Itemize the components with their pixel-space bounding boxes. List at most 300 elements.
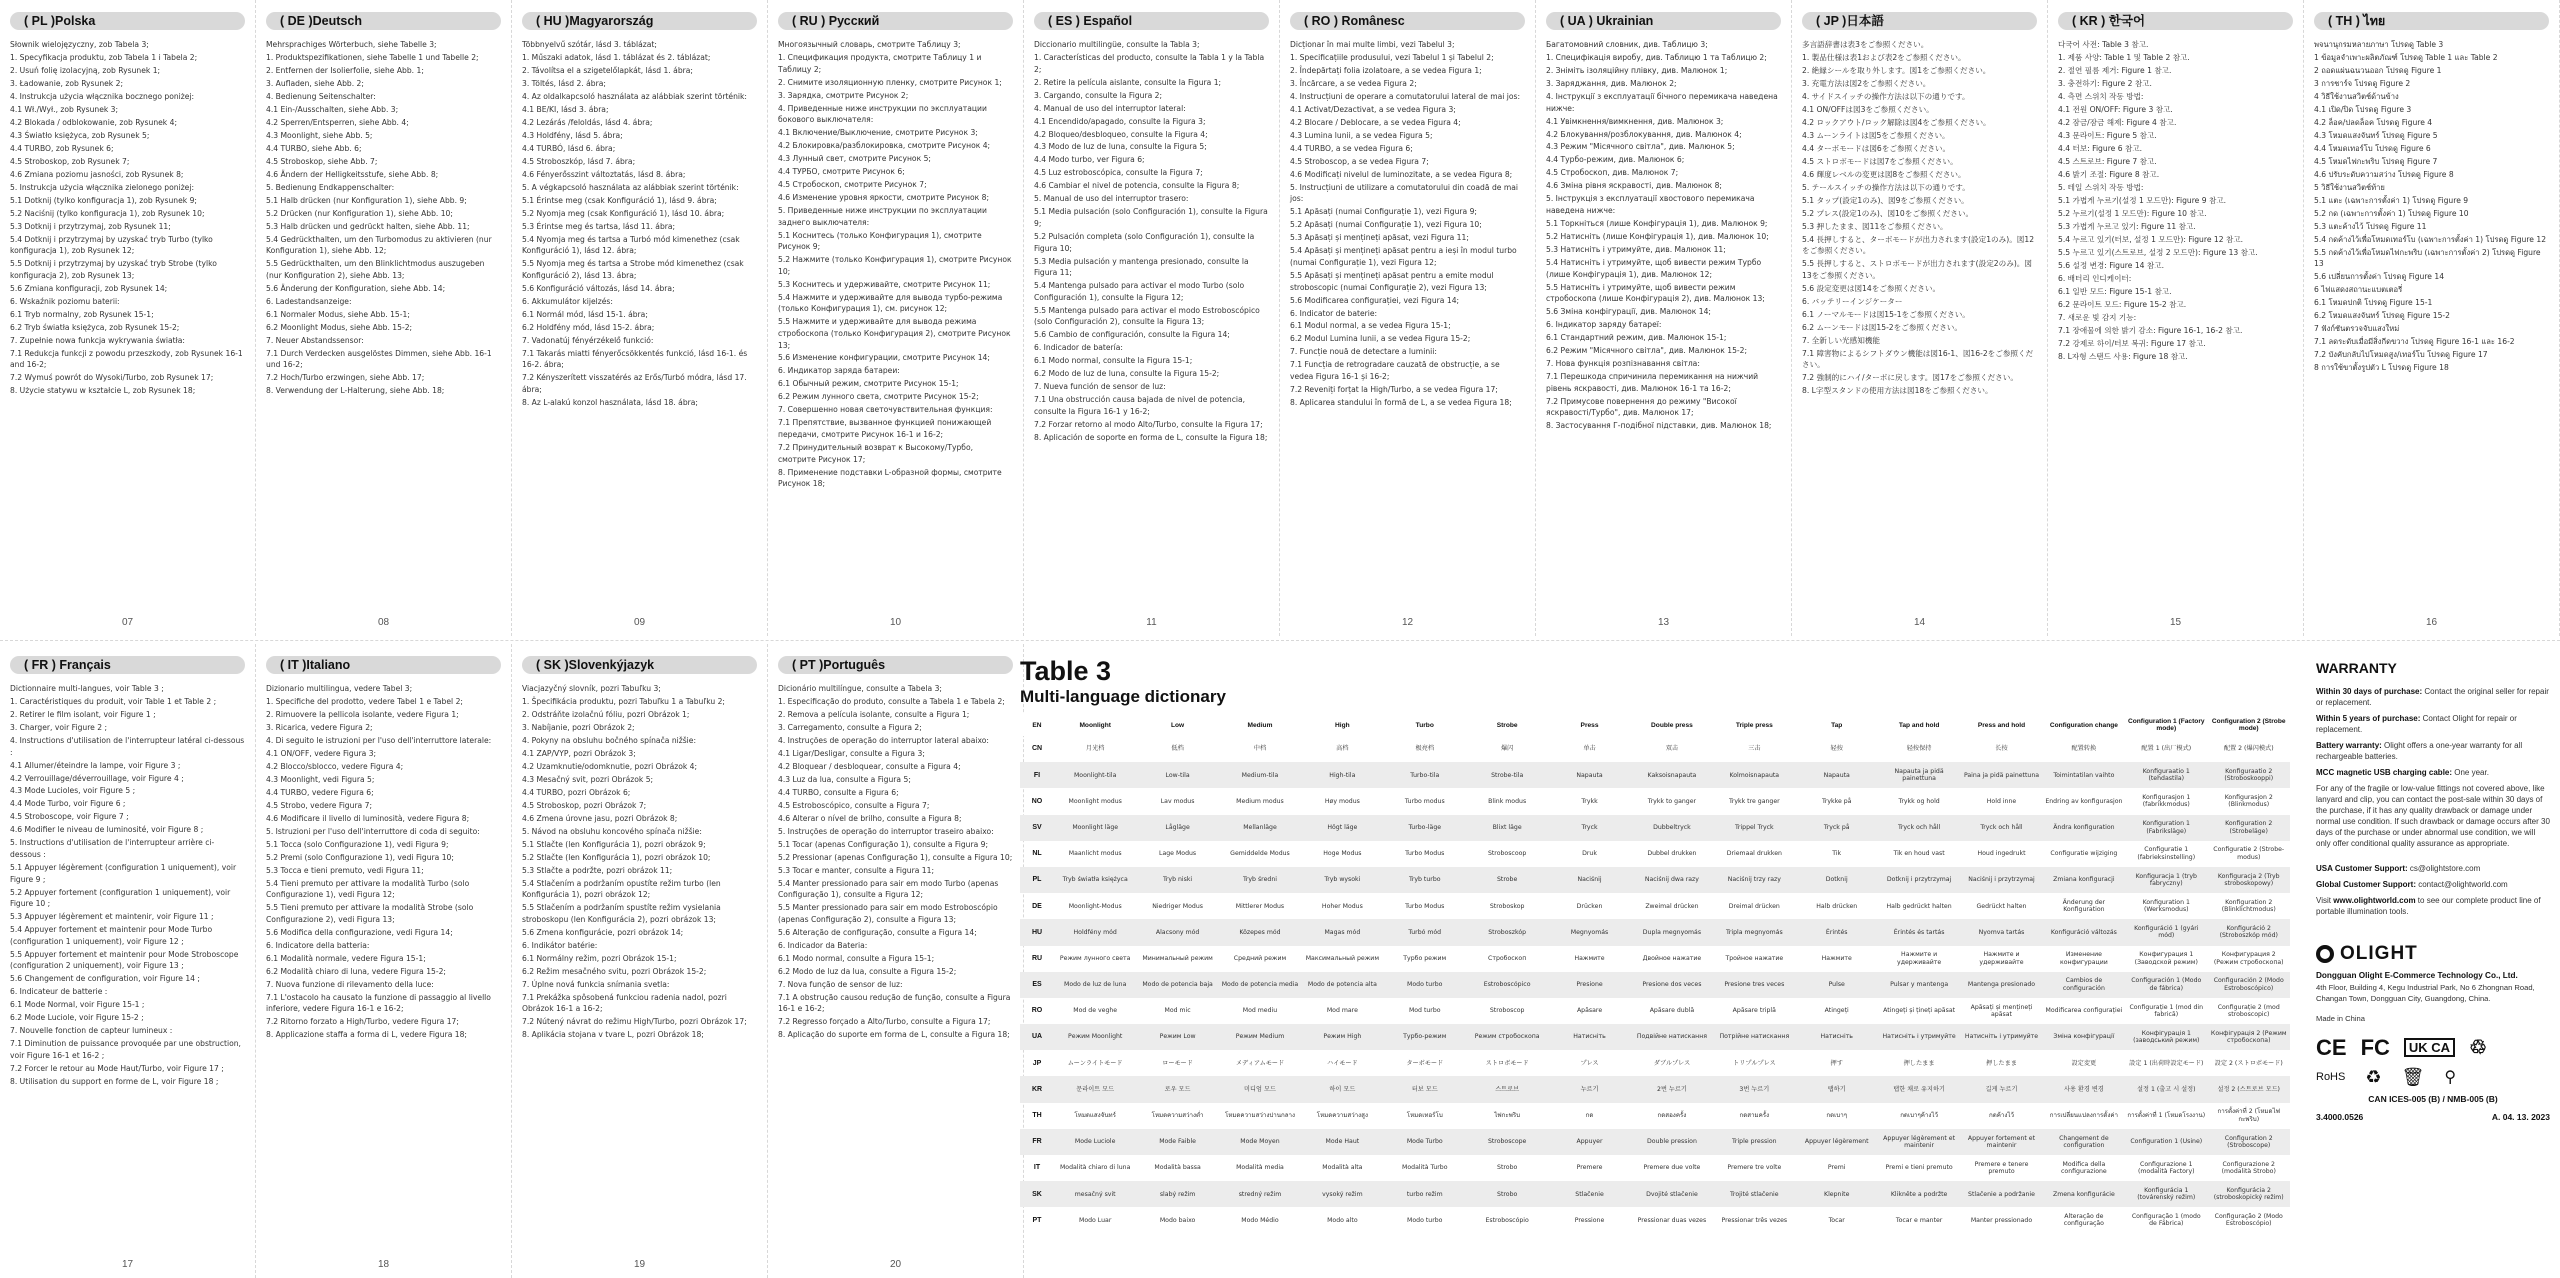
table-cell: Konfigurácia 1 (továrenský režim)	[2125, 1181, 2207, 1207]
table-cell: Trykk to ganger	[1647, 797, 1697, 805]
table-cell: Tryb średni	[1219, 867, 1301, 893]
table-cell: Tryb światła księżyca	[1054, 867, 1136, 893]
instruction-line: 5.2 Apăsați (numai Configurație 1), vezi Figura 10;	[1290, 220, 1482, 230]
instruction-line: 5.1 タップ(設定1のみ)、図9をご参照ください。	[1802, 195, 1969, 205]
page-number: 14	[1913, 617, 1926, 628]
panel-title: ( RU ) Русский	[778, 12, 1013, 30]
instruction-line: 4.1 Wł./Wył., zob Rysunek 3;	[10, 104, 119, 114]
instruction-line: 8. L자형 스탠드 사용: Figure 18 참고.	[2058, 351, 2188, 361]
instruction-line: 4.4 โหมดเทอร์โบ โปรดดู Figure 6	[2314, 143, 2431, 153]
instruction-line: 5.3 Appuyer légèrement et maintenir, voir Figure 11 ;	[10, 912, 214, 922]
instruction-line: 4. Інструкції з експлуатації бічного перемикача наведена нижче:	[1546, 91, 1778, 113]
instruction-line: 4.6 Alterar o nível de brilho, consulte a Figura 8;	[778, 813, 962, 823]
warranty-section	[2304, 644, 2560, 1278]
table-cell: Apăsați și mențineți apăsat	[1970, 1003, 2033, 1018]
table-cell: Mittlerer Modus	[1235, 902, 1285, 910]
table-cell: Konfiguration 2 (Blinklichtmodus)	[2221, 898, 2276, 914]
instruction-line: 6 ไฟแสดงสถานะแบตเตอรี่	[2314, 285, 2403, 295]
table-cell: Configuratie wijziging	[2050, 850, 2118, 858]
table-cell: Modo de potencia baja	[1136, 972, 1218, 998]
table-cell: 設定 2 (ストロボモード)	[2214, 1059, 2283, 1067]
instruction-line: 6.2 Modo de luz de luna, consulte la Figura 15-2;	[1034, 369, 1220, 379]
instruction-line: 5.2 Naciśnij (tylko konfiguracja 1), zob Rysunek 10;	[10, 208, 205, 218]
instruction-line: 2. 절연 필름 제거: Figure 1 참고.	[2058, 65, 2172, 75]
table-cell: Режим Medium	[1219, 1024, 1301, 1050]
version-date: A. 04. 13. 2023	[2491, 1111, 2550, 1122]
instruction-line: 5.1 Halb drücken (nur Konfiguration 1), siehe Abb. 9;	[266, 195, 467, 205]
instruction-line: 3. Ricarica, vedere Figura 2;	[266, 722, 373, 732]
table-cell: Configurazione 2 (modalità Strobo)	[2221, 1160, 2276, 1176]
instruction-line: 4.4 TURBO, a se vedea Figura 6;	[1290, 143, 1413, 153]
table-cell: Configurazione 1 (modalità Factory)	[2137, 1160, 2195, 1176]
table-cell: Triple pression	[1713, 1129, 1795, 1155]
instruction-line: 3. Ładowanie, zob Rysunek 2;	[10, 78, 124, 88]
table-cell: Änderung der Konfiguration	[2062, 898, 2106, 914]
instruction-line: 6.2 Режим лунного света, смотрите Рисунок 15-2;	[778, 392, 979, 402]
instruction-line: 5.5 Stlačením a podržaním spustíte režim vysielania stroboskopu (len Konfigurácia 2), pozri obrázok 13;	[522, 903, 721, 924]
table-cell: Тройное нажатие	[1725, 954, 1784, 962]
instruction-line: 5.3 Apăsați și mențineți apăsat, vezi Figura 11;	[1290, 233, 1469, 243]
table-cell: Strobe	[1466, 867, 1548, 893]
instruction-line: 4.5 Stroboszkóp, lásd 7. ábra;	[522, 156, 636, 166]
instruction-line: 1 ข้อมูลจำเพาะผลิตภัณฑ์ โปรดดู Table 1 และ Table 2	[2314, 52, 2498, 62]
table-cell: Натисніть і утримуйте	[1960, 1024, 2042, 1050]
instruction-line: 4.3 Mode Lucioles, voir Figure 5 ;	[10, 786, 136, 796]
instruction-line: 4.3 Mesačný svit, pozri Obrázok 5;	[522, 774, 654, 784]
instruction-line: 6.1 Modo normal, consulte la Figura 15-1;	[1034, 356, 1193, 366]
language-panel	[768, 0, 1024, 636]
table-cell: Tripla megnyomás	[1713, 919, 1795, 945]
instruction-line: 4.3 โหมดแสงจันทร์ โปรดดู Figure 5	[2314, 130, 2438, 140]
table-row	[1020, 762, 2290, 788]
olight-logo: OLIGHT	[2316, 943, 2550, 965]
instruction-line: 7.1 L'ostacolo ha causato la funzione di passaggio al livello inferiore, vedere Figura 16-1 e 16-2;	[266, 992, 491, 1014]
instruction-line: 7.1 장애물에 의한 밝기 감소: Figure 16-1, 16-2 참고.	[2058, 325, 2243, 335]
instruction-line: 5.5 Tieni premuto per attivare la modalità Strobe (solo Configurazione 2), vedi Figura 13;	[266, 903, 474, 924]
panel-title: ( SK )Slovenkýjazyk	[522, 656, 757, 674]
instruction-line: 1. 제품 사양: Table 1 및 Table 2 참고.	[2058, 52, 2190, 62]
instruction-line: Dicționar în mai multe limbi, vezi Tabelul 3;	[1290, 40, 1455, 49]
instruction-line: 6.2 Modul Lumina lunii, a se vedea Figura 15-2;	[1290, 334, 1471, 344]
table-cell: Режим стробоскопа	[1466, 1024, 1548, 1050]
instruction-line: 5.2 Pulsación completa (solo Configuración 1), consulte la Figura 10;	[1034, 231, 1255, 253]
table-cell: Configurație 2 (mod stroboscopic)	[2217, 1003, 2280, 1018]
instruction-line: 4.2 Bloqueo/desbloqueo, consulte la Figura 4;	[1034, 129, 1208, 139]
table-row	[1020, 1155, 2290, 1181]
table-cell: Høy modus	[1324, 797, 1360, 805]
instruction-line: 4.3 문라이트: Figure 5 참고.	[2058, 130, 2157, 140]
language-panel	[512, 0, 768, 636]
instruction-line: 1. Műszaki adatok, lásd 1. táblázat és 2. táblázat;	[522, 52, 711, 62]
column-header: EN	[1020, 714, 1054, 736]
table-cell: Подвійне натискання	[1631, 1024, 1713, 1050]
table-cell: Halb gedrückt halten	[1886, 902, 1952, 910]
instruction-line: 1. Características del producto, consulte la Tabla 1 y la Tabla 2;	[1034, 52, 1265, 74]
table-cell: Konfiguraatio 2 (Stroboskooppi)	[2207, 762, 2290, 788]
instruction-line: 7.2 Regresso forçado a Alto/Turbo, consulte a Figura 17;	[778, 1017, 991, 1027]
table-cell: กดสามครั้ง	[1739, 1112, 1770, 1120]
table-cell: Tryck på	[1796, 815, 1878, 841]
table-cell: Premi e tieni premuto	[1885, 1164, 1953, 1172]
table-cell: Modo baixo	[1159, 1216, 1196, 1224]
instruction-line: 1. Специфікація виробу, див. Таблицю 1 та Таблицю 2;	[1546, 52, 1767, 62]
instruction-line: 5.6 Alteração de configuração, consulte a Figura 14;	[778, 927, 977, 937]
instruction-line: 5.4 Dotknij i przytrzymaj by uzyskać tryb Turbo (tylko konfiguracja 1), zob Rysunek 12;	[10, 234, 213, 256]
table-cell: Blixt läge	[1466, 815, 1548, 841]
instruction-line: 4. Bedienung Seitenschalter:	[266, 91, 376, 101]
page-number: 15	[2169, 617, 2182, 628]
table-row	[1020, 1129, 2290, 1155]
instruction-line: 5.2 Nyomja meg (csak Konfiguráció 1), lásd 10. ábra;	[522, 208, 725, 218]
language-code: CN	[1031, 745, 1043, 753]
instruction-line: 2. Odstráňte izolačnú fóliu, pozri Obrázok 1;	[522, 709, 690, 719]
table-cell: Napauta	[1548, 762, 1630, 788]
column-header: Turbo	[1384, 714, 1466, 736]
table-cell: Zweimal drücken	[1645, 902, 1699, 910]
column-header: Moonlight	[1054, 714, 1136, 736]
table-cell: โหมดความสว่างต่ำ	[1151, 1112, 1204, 1120]
instruction-line: 4.6 Ändern der Helligkeitsstufe, siehe Abb. 8;	[266, 169, 439, 179]
table-cell: 配置转换	[2071, 745, 2097, 753]
instruction-line: 4.2 Verrouillage/déverrouillage, voir Figure 4 ;	[10, 773, 184, 783]
instruction-line: 5.5 Нажмите и удерживайте для вывода режима стробоскопа (только Конфигурация 2), смотрите Рисунок 13;	[778, 317, 1011, 350]
instruction-line: 7. Nueva función de sensor de luz:	[1034, 382, 1166, 392]
table-row	[1020, 867, 2290, 893]
language-code: JP	[1032, 1059, 1042, 1067]
table-cell: Alteração de configuração	[2063, 1213, 2104, 1228]
triman-icon: ⚲	[2444, 1069, 2457, 1087]
table-cell: Driemaal drukken	[1726, 850, 1782, 858]
table-cell: 設定変更	[2071, 1059, 2097, 1067]
table-section	[1008, 644, 2300, 1278]
table-cell: Configuration 1 (Usine)	[2125, 1129, 2207, 1155]
instruction-line: 5.5 Dotknij i przytrzymaj by uzyskać tryb Strobe (tylko konfiguracja 2), zob Rysunek 13;	[10, 259, 217, 280]
table-row	[1020, 998, 2290, 1024]
ce-mark-icon: CE	[2316, 1034, 2347, 1060]
instruction-line: 4.2 ロックアウト/ロック解除は図4をご参照ください。	[1802, 117, 1991, 127]
instruction-line: 5.6 Modificarea configurației, vezi Figura 14;	[1290, 295, 1460, 305]
table-cell: Mod mic	[1164, 1007, 1191, 1015]
table-row	[1020, 815, 2290, 841]
table-cell: Maanlicht modus	[1068, 850, 1122, 858]
table-cell: Нажмите	[1574, 954, 1605, 962]
table-cell: Turbo-tila	[1384, 762, 1466, 788]
table-cell: Konfigurasjon 1 (fabrikkmodus)	[2142, 794, 2191, 809]
instruction-line: Dictionnaire multi-langues, voir Table 3 ;	[10, 684, 164, 693]
table-cell: Apăsare triplă	[1732, 1007, 1776, 1015]
instruction-line: 1. Produktspezifikationen, siehe Tabelle 1 und Tabelle 2;	[266, 52, 479, 62]
table-cell: Druk	[1582, 850, 1597, 858]
table-cell: Stroboscop	[1489, 1007, 1525, 1015]
instruction-line: 4.6 Modificați nivelul de luminozitate, a se vedea Figura 8;	[1290, 169, 1513, 179]
instruction-line: 4.6 Cambiar el nivel de potencia, consulte la Figura 8;	[1034, 181, 1240, 191]
instruction-line: 7.1 Takarás miatti fényerőcsökkentés funkció, lásd 16-1. és 16-2. ábra;	[522, 348, 748, 370]
instruction-line: 5.4 Нажмите и удерживайте для вывода турбо-режима (только Конфигурация 1), см. рисунок 12;	[778, 292, 1003, 314]
language-code: IT	[1033, 1164, 1041, 1172]
instruction-line: 5.2 Нажмите (только Конфигурация 1), смотрите Рисунок 10;	[778, 255, 1012, 276]
instruction-line: 4.3 Holdfény, lásd 5. ábra;	[522, 130, 623, 140]
table-cell: โหมดความสว่างปานกลาง	[1224, 1112, 1296, 1120]
table-cell: Configuração 1 (modo de Fábrica)	[2131, 1213, 2201, 1228]
table-cell: Gemiddelde Modus	[1230, 850, 1290, 858]
instruction-line: 5.1 Stlačte (len Konfigurácia 1), pozri obrázok 9;	[522, 839, 706, 849]
table-cell: Strobe-tila	[1466, 762, 1548, 788]
instruction-line: 5.1 Tocar (apenas Configuração 1), consulte a Figura 9;	[778, 839, 989, 849]
instruction-line: 4.4 Турбо-режим, див. Малюнок 6;	[1546, 155, 1685, 165]
table-cell: Endring av konfigurasjon	[2045, 797, 2123, 805]
made-in: Made in China	[2316, 1014, 2365, 1024]
instruction-line: 4.5 Стробоскоп, смотрите Рисунок 7;	[778, 180, 927, 190]
table-cell: กดค้างไว้	[1988, 1112, 2014, 1120]
table-cell: 로우 모드	[1136, 1076, 1218, 1102]
table-cell: slabý režim	[1136, 1181, 1218, 1207]
fcc-mark-icon: FC	[2360, 1034, 2390, 1060]
column-header: Triple press	[1713, 714, 1795, 736]
panel-title: ( PL )Polska	[10, 12, 245, 30]
table-cell: 配置 1 (出厂模式)	[2141, 745, 2192, 753]
table-cell: Halb drücken	[1816, 902, 1858, 910]
table-cell: Stroboskop	[1489, 902, 1525, 910]
table-cell: ไฟกะพริบ	[1494, 1112, 1521, 1120]
table-cell: Ändra konfiguration	[2043, 815, 2125, 841]
table-cell: turbo režim	[1384, 1181, 1466, 1207]
table-cell: การเปลี่ยนแปลงการตั้งค่า	[2049, 1112, 2118, 1120]
instruction-line: 5.5 Nyomja meg és tartsa a Strobe mód kimenethez (csak Konfiguráció 2), lásd 13. ábra;	[522, 259, 744, 280]
instruction-line: 5.3 Halb drücken und gedrückt halten, siehe Abb. 11;	[266, 221, 470, 231]
column-header: Configuration 1 (Factory mode)	[2125, 714, 2207, 736]
table-cell: Stlačenie a podržanie	[1960, 1181, 2042, 1207]
table-cell: Lav modus	[1160, 797, 1195, 805]
table-cell: Mode Moyen	[1219, 1129, 1301, 1155]
table-cell: การตั้งค่าที่ 2 (โหมดไฟกะพริบ)	[2217, 1108, 2281, 1123]
instruction-line: 5.4 Appuyer fortement et maintenir pour Mode Turbo (configuration 1 uniquement), voir Figure 12 ;	[10, 925, 213, 946]
instruction-line: 4.5 Stroboskop, siehe Abb. 7;	[266, 156, 378, 166]
page-number: 16	[2425, 617, 2438, 628]
instruction-line: 4.3 Lumina lunii, a se vedea Figura 5;	[1290, 130, 1433, 140]
table-cell: Tryb niski	[1136, 867, 1218, 893]
table-cell: 爆闪	[1500, 745, 1514, 753]
instruction-line: 6.2 Režim mesačného svitu, pozri Obrázok 15-2;	[522, 966, 707, 976]
instruction-line: 5. Instrukcja użycia włącznika zielonego poniżej:	[10, 182, 195, 192]
table-cell: Konfiguráció 2 (Stroboszkóp mód)	[2207, 919, 2290, 945]
page-number: 07	[121, 617, 134, 628]
table-cell: Double pression	[1631, 1129, 1713, 1155]
column-header: Configuration change	[2043, 714, 2125, 736]
instruction-line: 5.3 แตะค้างไว้ โปรดดู Figure 11	[2314, 221, 2427, 231]
instruction-line: 4.5 โหมดไฟกะพริบ โปรดดู Figure 7	[2314, 156, 2438, 166]
instruction-line: 3 การชาร์จ โปรดดู Figure 2	[2314, 78, 2411, 88]
instruction-line: 5.3 Dotknij i przytrzymaj, zob Rysunek 11;	[10, 221, 171, 231]
instruction-line: 4.3 Moonlight, vedi Figura 5;	[266, 774, 375, 784]
instruction-line: 6. バッテリーインジケーター	[1802, 296, 1903, 306]
instruction-line: 5.2 プレス(設定1のみ)、図10をご参照ください。	[1802, 208, 1974, 218]
instruction-line: 4.1 Включение/Выключение, смотрите Рисунок 3;	[778, 128, 978, 138]
website-link[interactable]: www.olightworld.com	[2333, 896, 2416, 905]
table-cell: กดเบาๆค้างไว้	[1900, 1112, 1939, 1120]
table-cell: Premere due volte	[1643, 1164, 1701, 1172]
table-cell: Zmena konfigurácie	[2043, 1181, 2125, 1207]
column-header: Configuration 2 (Strobe mode)	[2207, 714, 2290, 736]
instruction-line: 4.5 Stroboskop, pozri Obrázok 7;	[522, 800, 647, 810]
instruction-line: 5.4 Manter pressionado para sair em modo Turbo (apenas Configuração 1), consulte a Figura 12;	[778, 878, 999, 900]
table-cell: High-tila	[1301, 762, 1383, 788]
instruction-line: 6.1 일반 모드: Figure 15-1 참고.	[2058, 286, 2172, 296]
table-cell: Premere tre volte	[1727, 1164, 1782, 1172]
table-cell: Konfiguráció 1 (gyári mód)	[2125, 919, 2207, 945]
instruction-line: 5.6 Modifica della configurazione, vedi Figura 14;	[266, 927, 453, 937]
language-code: UA	[1020, 1024, 1054, 1050]
instruction-line: 7.2 Hoch/Turbo erzwingen, siehe Abb. 17;	[266, 373, 425, 383]
instruction-line: 4. Manual de uso del interruptor lateral:	[1034, 103, 1186, 113]
instruction-line: 1. Caractéristiques du produit, voir Table 1 et Table 2 ;	[10, 696, 217, 706]
instruction-line: 5. Instruções de operação do interruptor traseiro abaixo:	[778, 826, 994, 836]
table-cell: Режим High	[1301, 1024, 1383, 1050]
instruction-line: 5.4 長押しすると、ターボモードが出力されます(設定1のみ)。図12をご参照ください。	[1802, 234, 2035, 256]
table-cell: Atingeți	[1824, 1007, 1849, 1015]
instruction-line: 8. Verwendung der L-Halterung, siehe Abb. 18;	[266, 386, 445, 396]
table-cell: メディアムモード	[1235, 1059, 1285, 1067]
instruction-line: 4.1 Ligar/Desligar, consulte a Figura 3;	[778, 748, 925, 758]
table-cell: ハイモード	[1327, 1059, 1358, 1067]
instruction-line: 5.6 Изменение конфигурации, смотрите Рисунок 14;	[778, 353, 990, 363]
table-cell: Средний режим	[1233, 954, 1287, 962]
instruction-line: 5. 테일 스위치 작동 방법:	[2058, 182, 2144, 192]
language-code: DE	[1032, 902, 1042, 910]
table-cell: Medium-tila	[1219, 762, 1301, 788]
environment-marks	[2316, 1067, 2550, 1088]
instruction-line: 5.1 Media pulsación (solo Configuración 1), consulte la Figura 9;	[1034, 207, 1268, 228]
table-cell: Zmiana konfiguracji	[2043, 867, 2125, 893]
table-cell: Konfigurasjon 2 (Blinkmodus)	[2224, 794, 2273, 809]
table-cell: Klepnite	[1796, 1181, 1878, 1207]
instruction-line: 2. Зніміть ізоляційну плівку, див. Малюнок 1;	[1546, 65, 1728, 75]
table-cell: 低档	[1171, 745, 1184, 753]
table-cell: Dubbeltryck	[1631, 815, 1713, 841]
table-cell: Mantenga presionado	[1960, 972, 2042, 998]
table-cell: Alacsony mód	[1136, 919, 1218, 945]
instruction-line: 4.4 Modo turbo, ver Figura 6;	[1034, 155, 1145, 165]
table-cell: Натисніть	[1796, 1024, 1878, 1050]
instruction-line: 6.2 ムーンモードは図15-2をご参照ください。	[1802, 322, 1962, 332]
instruction-line: 4.4 TURBO, pozri Obrázok 6;	[522, 787, 631, 797]
instruction-line: 4.6 Zmiana poziomu jasności, zob Rysunek 8;	[10, 169, 184, 179]
instruction-line: 5.4 Mantenga pulsado para activar el modo Turbo (solo Configuración 1), consulte la Figura 12;	[1034, 281, 1245, 302]
instruction-line: 5.1 Tocca (solo Configurazione 1), vedi Figura 9;	[266, 839, 449, 849]
table-cell: ターボモード	[1406, 1059, 1444, 1067]
table-cell: 长按	[1995, 745, 2008, 753]
instruction-line: 3. Charger, voir Figure 2 ;	[10, 722, 108, 732]
instruction-line: 5.2 Appuyer fortement (configuration 1 uniquement), voir Figure 10 ;	[10, 887, 231, 909]
table-cell: Pulsar y mantenga	[1878, 972, 1960, 998]
table-cell: トリプルプレス	[1733, 1059, 1776, 1067]
instruction-line: 5.1 Apăsați (numai Configurație 1), vezi Figura 9;	[1290, 207, 1477, 217]
instruction-line: Viacjazyčný slovník, pozri Tabuľku 3;	[522, 684, 661, 693]
instruction-line: 5.6 Änderung der Konfiguration, siehe Abb. 14;	[266, 283, 446, 293]
table-cell: Dvojité stlačenie	[1631, 1181, 1713, 1207]
table-cell: Modalità chiaro di luna	[1059, 1164, 1131, 1172]
instruction-line: 5.6 เปลี่ยนการตั้งค่า โปรดดู Figure 14	[2314, 272, 2445, 282]
column-header: Strobe	[1466, 714, 1548, 736]
table-cell: 押したまま	[1903, 1059, 1935, 1067]
instruction-line: 8. Aplikácia stojana v tvare L, pozri Obrázok 18;	[522, 1030, 704, 1040]
instruction-line: 2. Îndepărtați folia izolatoare, a se vedea Figura 1;	[1290, 65, 1482, 75]
instruction-line: 4.1 ON/OFFは図3をご参照ください。	[1802, 104, 1934, 114]
table-cell: Cambios de configuración	[2043, 972, 2125, 998]
table-cell: Pressionar duas vezes	[1637, 1216, 1707, 1224]
table-title: Table 3	[1020, 656, 1112, 686]
instruction-line: 6.2 Mode Luciole, voir Figure 15-2 ;	[10, 1013, 144, 1023]
instruction-line: 4.1 ON/OFF, vedere Figura 3;	[266, 748, 377, 758]
table-row	[1020, 972, 2290, 998]
table-cell: Pressione	[1574, 1216, 1605, 1224]
table-cell: Hoher Modus	[1321, 902, 1363, 910]
instruction-line: 5. Приведенные ниже инструкции по эксплуатации заднего выключателя:	[778, 206, 987, 227]
table-cell: โหมดแสงจันทร์	[1074, 1112, 1116, 1120]
table-cell: 配置 2 (爆闪模式)	[2223, 745, 2274, 753]
table-row	[1020, 893, 2290, 919]
table-cell: Moonlight läge	[1054, 815, 1136, 841]
table-cell: ローモード	[1162, 1059, 1193, 1067]
instruction-line: 6.2 Modalità chiaro di luna, vedere Figura 15-2;	[266, 966, 446, 976]
table-subtitle: Multi-language dictionary	[1020, 687, 1226, 706]
table-cell: Trykk og hold	[1898, 797, 1940, 805]
panel-title: ( JP )日本語	[1802, 12, 2037, 30]
column-header: Tap and hold	[1878, 714, 1960, 736]
table-cell: Trippel Tryck	[1713, 815, 1795, 841]
table-cell: Mod mediu	[1242, 1007, 1278, 1015]
table-cell: Зміна конфігурації	[2043, 1024, 2125, 1050]
instruction-line: 6. Akkumulátor kijelzés:	[522, 296, 613, 306]
instruction-line: 3. Заряджання, див. Малюнок 2;	[1546, 78, 1677, 88]
table-cell: Modo Luar	[1078, 1216, 1112, 1224]
instruction-line: 7.2 Forcer le retour au Mode Haut/Turbo, voir Figure 17 ;	[10, 1063, 224, 1073]
table-cell: Натисніть	[1548, 1024, 1630, 1050]
table-row	[1020, 1207, 2290, 1233]
instruction-line: 5.1 Коснитесь (только Конфигурация 1), смотрите Рисунок 9;	[778, 230, 982, 252]
table-cell: Trojité stlačenie	[1713, 1181, 1795, 1207]
table-cell: Magas mód	[1301, 919, 1383, 945]
table-cell: 单击	[1583, 745, 1596, 753]
instruction-line: 7 ฟังก์ชันตรวจจับแสงใหม่	[2314, 324, 2400, 334]
table-cell: 터보 모드	[1384, 1076, 1466, 1102]
instruction-line: 4.2 Sperren/Entsperren, siehe Abb. 4;	[266, 117, 409, 127]
language-code: ES	[1020, 972, 1054, 998]
instruction-line: 7.2 Ritorno forzato a High/Turbo, vedere Figura 17;	[266, 1017, 459, 1027]
page-number: 13	[1657, 617, 1670, 628]
instruction-line: 4.4 ТУРБО, смотрите Рисунок 6;	[778, 167, 905, 177]
instruction-line: 6.1 ノーマルモードは図15-1をご参照ください。	[1802, 309, 1970, 319]
table-cell: Configuración 2 (Modo Estroboscópico)	[2207, 972, 2290, 998]
table-cell: Режим Moonlight	[1054, 1024, 1136, 1050]
certification-marks	[2316, 1035, 2550, 1061]
table-cell: Érintés és tartás	[1878, 919, 1960, 945]
table-cell: Houd ingedrukt	[1977, 850, 2026, 858]
instruction-line: 7.1 ลดระดับเมื่อมีสิ่งกีดขวาง โปรดดู Figure 16-1 และ 16-2	[2314, 337, 2515, 347]
table-cell: Потрійне натискання	[1713, 1024, 1795, 1050]
instruction-line: 7. Nouvelle fonction de capteur lumineux :	[10, 1026, 173, 1036]
instruction-line: 5.4 Stlačením a podržaním opustíte režim turbo (len Konfigurácia 1), pozri obrázok 12;	[522, 878, 721, 900]
instruction-line: 4.1 Ein-/Ausschalten, siehe Abb. 3;	[266, 104, 399, 114]
instruction-line: 6. Wskaźnik poziomu baterii:	[10, 296, 120, 306]
language-code: FR	[1020, 1129, 1054, 1155]
table-cell: Dotknij	[1796, 867, 1878, 893]
instruction-line: 6.1 Normál mód, lásd 15-1. ábra;	[522, 309, 648, 319]
table-cell: Turbó mód	[1384, 919, 1466, 945]
table-cell: 2번 누르기	[1631, 1076, 1713, 1102]
table-cell: Strobo	[1497, 1164, 1518, 1172]
dictionary-table	[1020, 714, 2290, 1234]
instruction-line: 5.6 Cambio de configuración, consulte la Figura 14;	[1034, 330, 1230, 340]
